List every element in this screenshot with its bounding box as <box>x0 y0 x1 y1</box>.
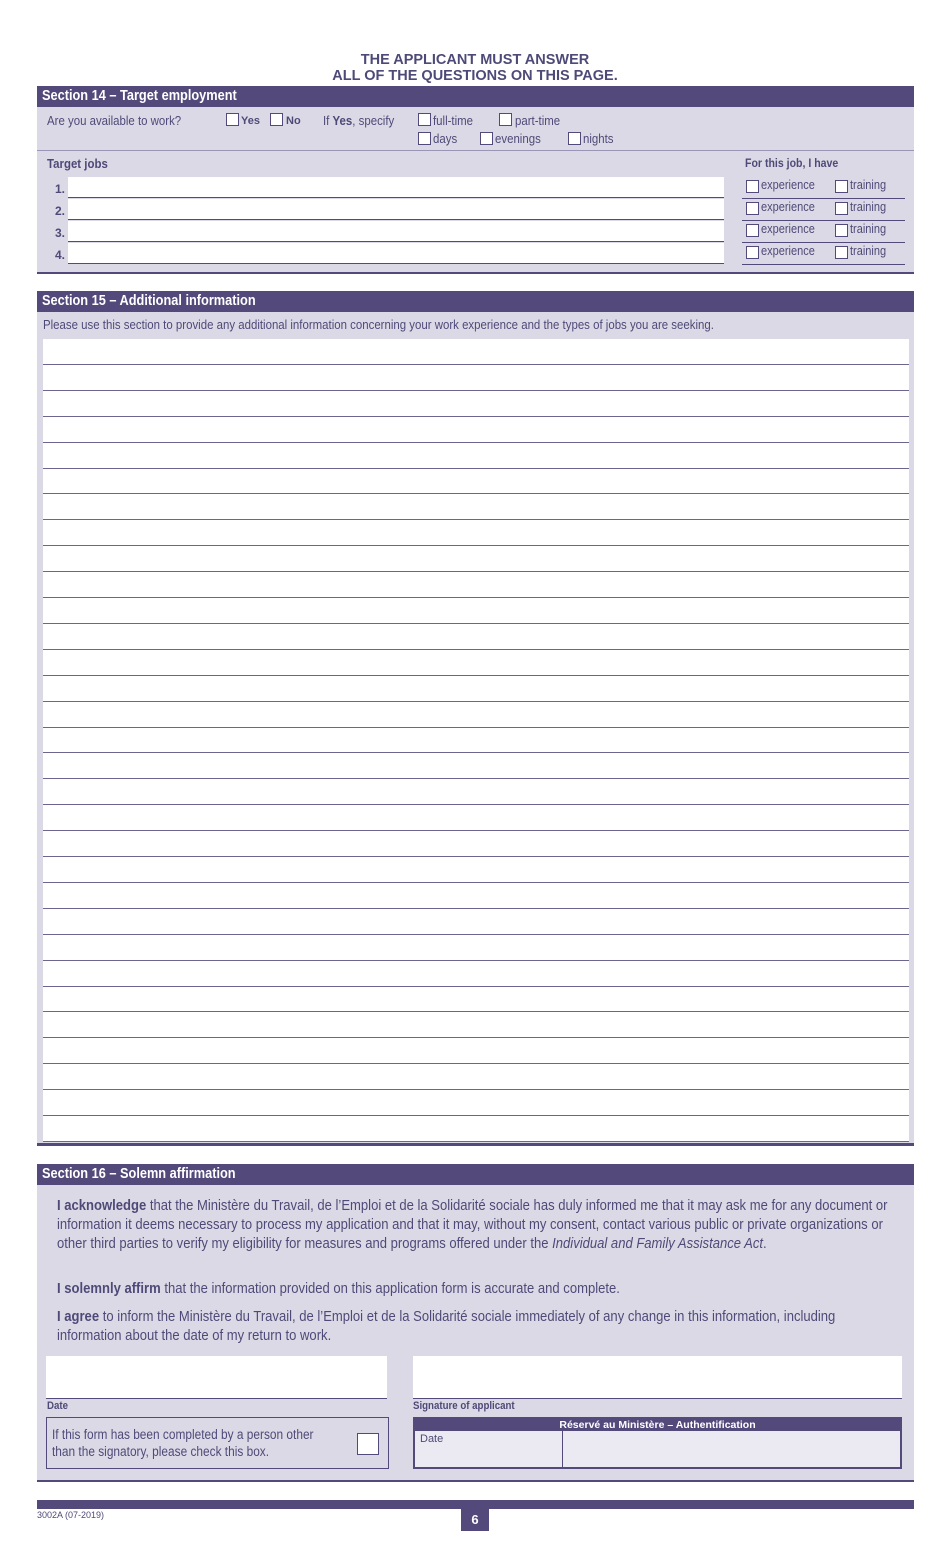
ruled-line <box>43 675 909 676</box>
job-1-training-checkbox[interactable] <box>835 180 848 193</box>
ruled-line <box>43 468 909 469</box>
section-15-title: Section 15 – Additional information <box>37 291 914 312</box>
reserved-date-label: Date <box>420 1433 444 1445</box>
other-person-box <box>46 1417 389 1469</box>
evenings-checkbox[interactable] <box>480 132 493 145</box>
ruled-line <box>43 856 909 857</box>
section-14-divider <box>37 150 914 151</box>
target-job-row <box>37 221 914 243</box>
section-15-additional-information <box>37 291 914 1146</box>
job-number: 2. <box>55 204 66 218</box>
signature-label: Signature of applicant <box>413 1400 515 1412</box>
ruled-line <box>43 649 909 650</box>
target-job-row <box>37 199 914 221</box>
ruled-line <box>43 1063 909 1064</box>
available-yes-checkbox[interactable] <box>226 113 239 126</box>
ruled-line <box>43 545 909 546</box>
experience-label: experience <box>761 244 815 258</box>
section-14-target-employment <box>37 86 914 274</box>
experience-label: experience <box>761 200 815 214</box>
evenings-label: evenings <box>495 131 541 146</box>
ministry-reserved-box <box>413 1417 902 1469</box>
training-label: training <box>850 244 887 258</box>
ruled-line <box>43 960 909 961</box>
additional-info-textarea[interactable] <box>43 339 909 1142</box>
experience-label: experience <box>761 178 815 192</box>
job-2-training-checkbox[interactable] <box>835 202 848 215</box>
ruled-line <box>43 882 909 883</box>
available-question: Are you available to work? <box>47 113 182 128</box>
training-label: training <box>850 178 887 192</box>
part-time-checkbox[interactable] <box>499 113 512 126</box>
acknowledge-paragraph: I acknowledge that the Ministère du Travail, de l’Emploi et de la Solidarité sociale has duly informed me that it may ask me for any document or information it deems necessary to process my application and that it may, without my consent, contact various public or private organizations or other third parties to verify my eligibility for measures and programs offered under the Individual and Family Assistance Act. <box>57 1198 888 1252</box>
job-row-line <box>742 264 905 265</box>
ruled-line <box>43 986 909 987</box>
section-14-title: Section 14 – Target employment <box>37 86 914 107</box>
if-yes-specify: If Yes, specify <box>323 113 395 128</box>
section-16-title: Section 16 – Solemn affirmation <box>37 1164 914 1185</box>
training-label: training <box>850 200 887 214</box>
date-label: Date <box>47 1400 68 1412</box>
ruled-line <box>43 623 909 624</box>
page-header-line2: ALL OF THE QUESTIONS ON THIS PAGE. <box>332 68 618 84</box>
ruled-line <box>43 416 909 417</box>
full-time-label: full-time <box>433 113 474 128</box>
ruled-line <box>43 1141 909 1142</box>
job-number: 3. <box>55 226 66 240</box>
job-4-experience-checkbox[interactable] <box>746 246 759 259</box>
nights-checkbox[interactable] <box>568 132 581 145</box>
ruled-line <box>43 934 909 935</box>
nights-label: nights <box>583 131 614 146</box>
ruled-line <box>43 701 909 702</box>
other-person-checkbox[interactable] <box>357 1433 379 1455</box>
form-code: 3002A (07-2019) <box>37 1510 105 1520</box>
page-header-line1: THE APPLICANT MUST ANSWER <box>360 52 590 68</box>
no-label: No <box>286 115 301 127</box>
target-job-input-1[interactable] <box>68 177 724 198</box>
other-person-text: If this form has been completed by a person other than the signatory, please check this box. <box>52 1427 314 1459</box>
reserved-title: Réservé au Ministère – Authentification <box>415 1419 900 1431</box>
reserved-date-cell <box>415 1431 563 1469</box>
job-1-experience-checkbox[interactable] <box>746 180 759 193</box>
job-3-training-checkbox[interactable] <box>835 224 848 237</box>
ruled-line <box>43 571 909 572</box>
yes-label: Yes <box>241 115 260 127</box>
part-time-label: part-time <box>515 113 561 128</box>
ruled-line <box>43 519 909 520</box>
job-4-training-checkbox[interactable] <box>835 246 848 259</box>
target-jobs-label: Target jobs <box>47 156 108 171</box>
ruled-line <box>43 597 909 598</box>
for-this-job-label: For this job, I have <box>745 156 839 170</box>
days-checkbox[interactable] <box>418 132 431 145</box>
ruled-line <box>43 1011 909 1012</box>
target-job-input-3[interactable] <box>68 221 724 242</box>
ruled-line <box>43 493 909 494</box>
page-header <box>0 52 950 84</box>
ruled-line <box>43 908 909 909</box>
footer-bar <box>37 1500 914 1509</box>
training-label: training <box>850 222 887 236</box>
ruled-line <box>43 442 909 443</box>
target-job-input-2[interactable] <box>68 199 724 220</box>
ruled-line <box>43 1089 909 1090</box>
signature-field[interactable] <box>413 1356 902 1399</box>
available-no-checkbox[interactable] <box>270 113 283 126</box>
ruled-line <box>43 804 909 805</box>
experience-label: experience <box>761 222 815 236</box>
date-field[interactable] <box>46 1356 387 1399</box>
target-job-input-4[interactable] <box>68 243 724 264</box>
section-16-solemn-affirmation <box>37 1164 914 1482</box>
agree-paragraph: I agree to inform the Ministère du Travail, de l’Emploi et de la Solidarité sociale immediately of any change in this information, including information about the date of my return to work. <box>57 1309 836 1344</box>
page-number: 6 <box>461 1509 489 1531</box>
ruled-line <box>43 390 909 391</box>
ruled-line <box>43 727 909 728</box>
ruled-line <box>43 1037 909 1038</box>
target-job-row <box>37 243 914 265</box>
job-3-experience-checkbox[interactable] <box>746 224 759 237</box>
affirm-paragraph: I solemnly affirm that the information provided on this application form is accurate and complete. <box>57 1281 620 1297</box>
full-time-checkbox[interactable] <box>418 113 431 126</box>
days-label: days <box>433 131 458 146</box>
job-number: 4. <box>55 248 66 262</box>
ruled-line <box>43 778 909 779</box>
ruled-line <box>43 364 909 365</box>
job-2-experience-checkbox[interactable] <box>746 202 759 215</box>
ruled-line <box>43 1115 909 1116</box>
ruled-line <box>43 752 909 753</box>
section-15-intro: Please use this section to provide any additional information concerning your work experience and the types of jobs you are seeking. <box>43 317 714 332</box>
target-job-row <box>37 177 914 199</box>
job-number: 1. <box>55 182 66 196</box>
ruled-line <box>43 830 909 831</box>
